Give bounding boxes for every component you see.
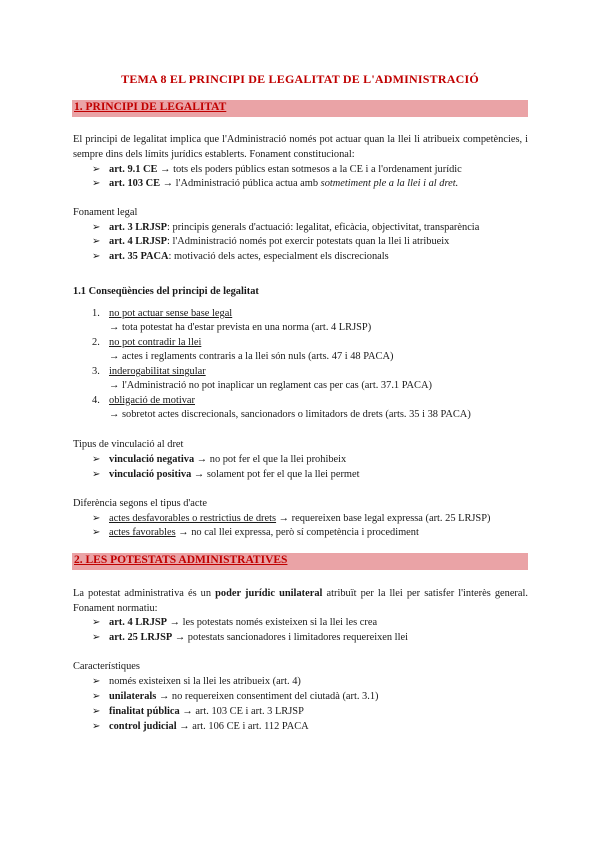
section-2-band [72,553,528,570]
list-number: 4. [92,395,100,406]
bullet-arrow-icon: ➢ [92,691,101,702]
list-number: 3. [92,366,100,377]
bullet-arrow-icon: ➢ [92,706,101,717]
bullet-arrow-icon: ➢ [92,513,101,524]
consequence-detail-4: → sobretot actes discrecionals, sancionadors o limitadors de drets (arts. 35 i 38 PACA) [109,409,471,420]
const-item-1 [109,163,462,177]
subsection-1-1-heading: 1.1 Conseqüències del principi de legalitat [73,286,259,297]
bullet-arrow-icon: ➢ [92,676,101,687]
bullet-arrow-icon: ➢ [92,527,101,538]
legal-label: Fonament legal [73,207,138,218]
const-term: art. 103 CE [109,178,161,189]
car-item-1: només existeixen si la llei les atribueix (art. 4) [109,676,301,687]
diferencia-item-2: actes favorables → no cal llei expressa, però sí competència i procediment [109,527,419,538]
const-text: → l'Administració pública actua amb [160,178,321,189]
legal-item-1: art. 3 LRJSP: principis generals d'actuació: legalitat, eficàcia, objectivitat, transparència [109,222,480,233]
car-item-4: control judicial → art. 106 CE i art. 112 PACA [109,721,309,732]
consequence-label-3: inderogabilitat singular [109,366,206,377]
consequence-label-1: no pot actuar sense base legal [109,308,233,319]
diferencia-item-1: actes desfavorables o restrictius de drets → requereixen base legal expressa (art. 25 LRJSP) [109,513,491,524]
norm-item-2: art. 25 LRJSP → potestats sancionadores i limitadores requereixen llei [109,632,408,643]
legal-item-3: art. 35 PACA: motivació dels actes, especialment els discrecionals [109,251,389,262]
bullet-arrow-icon: ➢ [92,469,101,480]
section-2-intro: La potestat administrativa és un poder jurídic unilateral atribuït per la llei per satisfer l'interès general. Fonament normatiu: [73,588,528,614]
bullet-arrow-icon: ➢ [92,178,101,189]
norm-item-1: art. 4 LRJSP → les potestats només existeixen si la llei les crea [109,617,378,628]
car-item-3: finalitat pública → art. 103 CE i art. 3 LRJSP [109,706,304,717]
caracteristiques-label: Característiques [73,661,140,672]
section-1-band [72,100,528,117]
section-1-heading: 1. PRINCIPI DE LEGALITAT [74,101,227,113]
bullet-arrow-icon: ➢ [92,222,101,233]
const-text: → tots els poders públics estan sotmesos a la CE i a l'ordenament jurídic [157,164,462,175]
const-italic: sotmetiment ple a la llei i al dret. [320,178,459,189]
consequence-detail-2: → actes i reglaments contraris a la llei són nuls (arts. 47 i 48 PACA) [109,351,394,362]
document-title: TEMA 8 EL PRINCIPI DE LEGALITAT DE L'ADMINISTRACIÓ [121,72,479,86]
section-2-heading: 2. LES POTESTATS ADMINISTRATIVES [74,554,288,566]
car-item-2: unilaterals → no requereixen consentiment del ciutadà (art. 3.1) [109,691,379,702]
list-number: 2. [92,337,100,348]
bullet-arrow-icon: ➢ [92,251,101,262]
bullet-arrow-icon: ➢ [92,236,101,247]
vinculacio-label: Tipus de vinculació al dret [73,439,184,450]
vinculacio-item-2: vinculació positiva → solament pot fer el que la llei permet [109,469,360,480]
diferencia-label: Diferència segons el tipus d'acte [73,498,208,509]
vinculacio-item-1: vinculació negativa → no pot fer el que la llei prohibeix [109,454,347,465]
consequence-label-4: obligació de motivar [109,395,195,406]
legal-item-2: art. 4 LRJSP: l'Administració només pot exercir potestats quan la llei li atribueix [109,236,450,247]
bullet-arrow-icon: ➢ [92,454,101,465]
bullet-arrow-icon: ➢ [92,632,101,643]
list-number: 1. [92,308,100,319]
const-item-2 [109,177,458,191]
const-term: art. 9.1 CE [109,164,158,175]
bullet-arrow-icon: ➢ [92,617,101,628]
consequence-detail-3: → l'Administració no pot inaplicar un reglament cas per cas (art. 37.1 PACA) [109,380,432,391]
bullet-arrow-icon: ➢ [92,164,101,175]
consequence-label-2: no pot contradir la llei [109,337,202,348]
consequence-detail-1: → tota potestat ha d'estar prevista en una norma (art. 4 LRJSP) [109,322,372,333]
section-1-intro: El principi de legalitat implica que l'Administració només pot actuar quan la llei li atribueix competències, i sempre dins dels límits jurídics establerts. Fonament constitucional: [73,134,528,160]
bullet-arrow-icon: ➢ [92,721,101,732]
